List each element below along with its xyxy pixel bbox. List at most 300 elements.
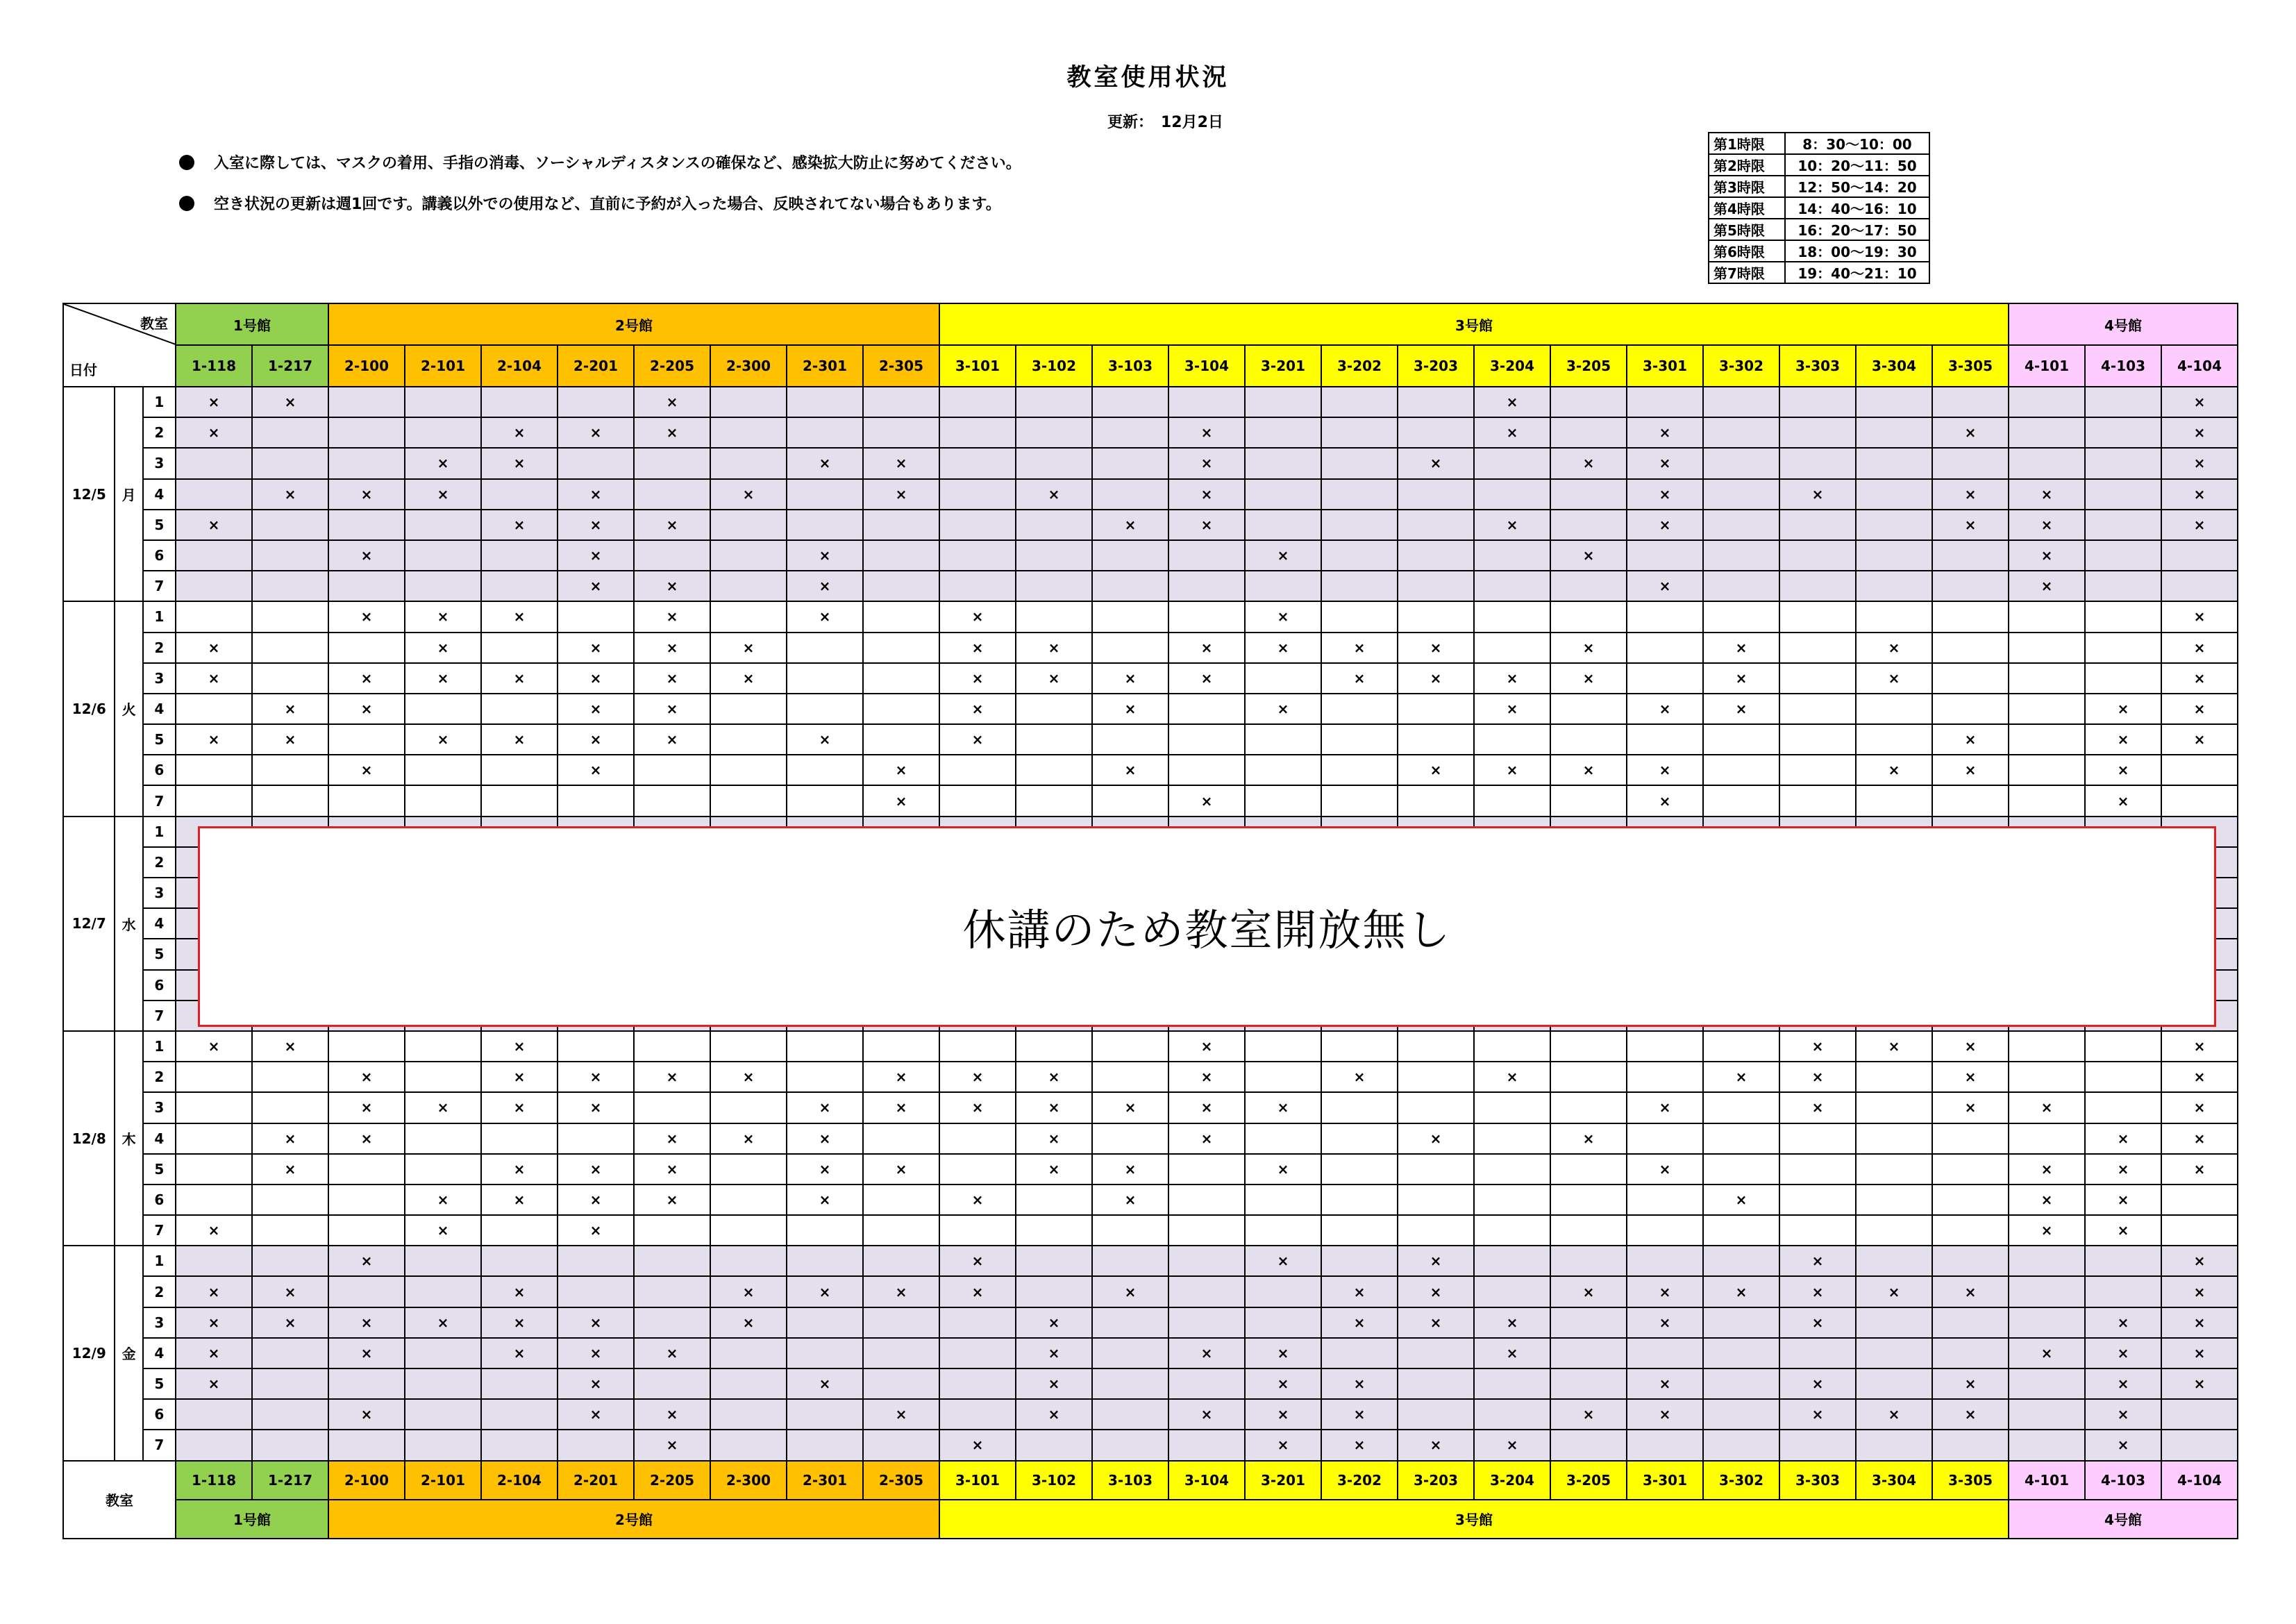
usage-cell <box>2009 1307 2085 1338</box>
occupied-mark: × <box>405 724 481 755</box>
header-room-row <box>63 345 2238 387</box>
period-cell: 1 <box>143 1246 176 1276</box>
usage-cell <box>405 510 481 540</box>
usage-cell <box>1092 633 1168 663</box>
usage-cell <box>481 479 558 510</box>
usage-cell <box>1550 1307 1627 1338</box>
usage-cell <box>710 571 787 601</box>
occupied-mark: × <box>176 417 252 448</box>
usage-cell <box>1321 510 1398 540</box>
occupied-mark: × <box>2009 540 2085 571</box>
usage-cell <box>1703 785 1779 816</box>
usage-cell <box>1779 1215 1856 1246</box>
usage-cell <box>1856 1307 1932 1338</box>
occupied-mark: × <box>1245 694 1321 724</box>
occupied-mark: × <box>2161 479 2238 510</box>
occupied-mark: × <box>2085 1430 2161 1460</box>
usage-cell <box>1932 1307 2009 1338</box>
table-row <box>63 1215 2238 1246</box>
occupied-mark: × <box>1627 694 1703 724</box>
room-footer: 3-203 <box>1398 1461 1474 1500</box>
usage-cell <box>1398 1154 1474 1184</box>
period-time: 14：40～16：10 <box>1785 197 1929 219</box>
usage-cell <box>710 417 787 448</box>
usage-cell <box>1321 785 1398 816</box>
usage-cell <box>863 387 939 417</box>
usage-cell <box>1321 1031 1398 1062</box>
room-footer: 2-205 <box>634 1461 710 1500</box>
room-header: 4-104 <box>2161 345 2238 387</box>
occupied-mark: × <box>1321 1430 1398 1460</box>
usage-cell <box>1550 417 1627 448</box>
usage-cell <box>1092 1307 1168 1338</box>
occupied-mark: × <box>481 1092 558 1123</box>
usage-cell <box>1627 1338 1703 1368</box>
occupied-mark: × <box>481 510 558 540</box>
occupied-mark: × <box>252 1031 328 1062</box>
occupied-mark: × <box>634 417 710 448</box>
usage-cell <box>328 1154 405 1184</box>
occupied-mark: × <box>328 663 405 694</box>
occupied-mark: × <box>2161 601 2238 632</box>
usage-cell <box>1856 510 1932 540</box>
usage-cell <box>1016 1276 1092 1307</box>
usage-cell <box>787 1246 863 1276</box>
weekday-cell: 水 <box>115 817 142 1031</box>
usage-cell <box>1932 785 2009 816</box>
period-time: 10：20～11：50 <box>1785 154 1929 176</box>
usage-cell <box>252 1430 328 1460</box>
usage-cell <box>1550 785 1627 816</box>
usage-cell <box>1474 724 1550 755</box>
occupied-mark: × <box>1016 1123 1092 1154</box>
room-footer: 2-101 <box>405 1461 481 1500</box>
usage-cell <box>1474 1123 1550 1154</box>
usage-cell <box>405 540 481 571</box>
usage-cell <box>1168 571 1245 601</box>
occupied-mark: × <box>1550 540 1627 571</box>
usage-cell <box>1856 785 1932 816</box>
usage-cell <box>252 1399 328 1430</box>
usage-cell <box>1474 1276 1550 1307</box>
occupied-mark: × <box>481 1338 558 1368</box>
usage-cell <box>1856 1092 1932 1123</box>
usage-cell <box>252 663 328 694</box>
usage-cell <box>939 1031 1016 1062</box>
occupied-mark: × <box>2161 663 2238 694</box>
room-header: 3-101 <box>939 345 1016 387</box>
usage-cell <box>710 1154 787 1184</box>
occupied-mark: × <box>328 1399 405 1430</box>
usage-cell <box>1398 724 1474 755</box>
note-item <box>179 192 1021 233</box>
usage-cell <box>2161 1215 2238 1246</box>
usage-cell <box>1703 1430 1779 1460</box>
occupied-mark: × <box>1550 1123 1627 1154</box>
occupied-mark: × <box>2009 1092 2085 1123</box>
building-footer: 1号館 <box>176 1500 328 1539</box>
usage-cell <box>1168 601 1245 632</box>
usage-cell <box>2085 1246 2161 1276</box>
occupied-mark: × <box>1932 479 2009 510</box>
occupied-mark: × <box>1168 633 1245 663</box>
occupied-mark: × <box>787 1123 863 1154</box>
usage-cell <box>1474 1184 1550 1215</box>
usage-cell <box>1703 1154 1779 1184</box>
usage-cell <box>939 755 1016 785</box>
usage-cell <box>1474 448 1550 478</box>
usage-cell <box>328 1430 405 1460</box>
usage-cell <box>1092 1338 1168 1368</box>
bullet-icon <box>179 155 194 170</box>
occupied-mark: × <box>1168 1338 1245 1368</box>
usage-cell <box>328 1031 405 1062</box>
usage-cell <box>1474 1246 1550 1276</box>
usage-cell <box>1398 785 1474 816</box>
usage-cell <box>1321 1184 1398 1215</box>
usage-cell <box>939 540 1016 571</box>
usage-cell <box>2085 1062 2161 1092</box>
occupied-mark: × <box>2161 1307 2238 1338</box>
usage-cell <box>2085 387 2161 417</box>
weekday-cell: 木 <box>115 1031 142 1246</box>
occupied-mark: × <box>328 540 405 571</box>
occupied-mark: × <box>863 1062 939 1092</box>
occupied-mark: × <box>1474 1338 1550 1368</box>
table-row <box>63 1307 2238 1338</box>
period-time: 16：20～17：50 <box>1785 219 1929 240</box>
usage-cell <box>558 1246 634 1276</box>
room-footer: 1-118 <box>176 1461 252 1500</box>
period-schedule <box>1708 132 1930 284</box>
table-row <box>63 1276 2238 1307</box>
period-cell: 7 <box>143 1215 176 1246</box>
usage-cell <box>1474 540 1550 571</box>
occupied-mark: × <box>328 1123 405 1154</box>
occupied-mark: × <box>787 601 863 632</box>
occupied-mark: × <box>558 1399 634 1430</box>
usage-cell <box>1168 1246 1245 1276</box>
occupied-mark: × <box>2085 1123 2161 1154</box>
usage-cell <box>1245 663 1321 694</box>
occupied-mark: × <box>634 1430 710 1460</box>
table-row <box>63 1246 2238 1276</box>
page-title: 教室使用状況 <box>1066 64 1230 92</box>
occupied-mark: × <box>481 1154 558 1184</box>
period-cell: 6 <box>143 540 176 571</box>
usage-cell <box>1627 633 1703 663</box>
occupied-mark: × <box>1168 417 1245 448</box>
occupied-mark: × <box>1627 571 1703 601</box>
usage-cell <box>1474 785 1550 816</box>
period-row <box>1709 176 1929 197</box>
occupied-mark: × <box>2009 479 2085 510</box>
occupied-mark: × <box>1703 633 1779 663</box>
usage-cell <box>1321 1338 1398 1368</box>
occupied-mark: × <box>176 1215 252 1246</box>
table-row <box>63 1092 2238 1123</box>
occupied-mark: × <box>1627 785 1703 816</box>
room-header: 3-301 <box>1627 345 1703 387</box>
usage-cell <box>1016 540 1092 571</box>
occupied-mark: × <box>1398 448 1474 478</box>
room-header: 1-217 <box>252 345 328 387</box>
occupied-mark: × <box>1168 663 1245 694</box>
usage-cell <box>328 724 405 755</box>
usage-cell <box>1932 1430 2009 1460</box>
occupied-mark: × <box>1092 1154 1168 1184</box>
usage-cell <box>1550 1184 1627 1215</box>
occupied-mark: × <box>2085 1399 2161 1430</box>
occupied-mark: × <box>710 1276 787 1307</box>
usage-cell <box>328 1215 405 1246</box>
table-row <box>63 1031 2238 1062</box>
usage-cell <box>1398 1184 1474 1215</box>
usage-cell <box>1550 724 1627 755</box>
occupied-mark: × <box>1474 694 1550 724</box>
usage-cell <box>328 633 405 663</box>
usage-cell <box>1321 1123 1398 1154</box>
room-header: 3-202 <box>1321 345 1398 387</box>
usage-cell <box>1856 479 1932 510</box>
usage-cell <box>1474 1215 1550 1246</box>
occupied-mark: × <box>710 663 787 694</box>
room-header: 2-305 <box>863 345 939 387</box>
occupied-mark: × <box>2085 755 2161 785</box>
period-cell: 3 <box>143 1092 176 1123</box>
usage-cell <box>1398 510 1474 540</box>
usage-cell <box>787 387 863 417</box>
usage-cell <box>787 510 863 540</box>
usage-cell <box>1779 1154 1856 1184</box>
usage-cell <box>252 1368 328 1399</box>
occupied-mark: × <box>1168 479 1245 510</box>
room-footer: 3-202 <box>1321 1461 1398 1500</box>
usage-cell <box>558 387 634 417</box>
occupied-mark: × <box>1627 1399 1703 1430</box>
room-footer: 2-201 <box>558 1461 634 1500</box>
usage-cell <box>1627 540 1703 571</box>
usage-cell <box>1245 479 1321 510</box>
footer-classroom-label: 教室 <box>63 1461 176 1539</box>
usage-cell <box>2009 1276 2085 1307</box>
usage-cell <box>1168 694 1245 724</box>
building-header: 1号館 <box>176 303 328 345</box>
occupied-mark: × <box>405 663 481 694</box>
table-row <box>63 724 2238 755</box>
occupied-mark: × <box>1092 1092 1168 1123</box>
occupied-mark: × <box>1245 1399 1321 1430</box>
usage-cell <box>176 1246 252 1276</box>
usage-cell <box>405 387 481 417</box>
usage-cell <box>1398 387 1474 417</box>
occupied-mark: × <box>1550 448 1627 478</box>
occupied-mark: × <box>1932 417 2009 448</box>
period-row <box>1709 219 1929 240</box>
room-footer: 3-205 <box>1550 1461 1627 1500</box>
usage-cell <box>1932 694 2009 724</box>
occupied-mark: × <box>863 785 939 816</box>
usage-cell <box>1245 1031 1321 1062</box>
period-cell: 2 <box>143 847 176 878</box>
usage-cell <box>1856 1338 1932 1368</box>
usage-cell <box>328 1368 405 1399</box>
usage-cell <box>1932 1246 2009 1276</box>
occupied-mark: × <box>1168 1123 1245 1154</box>
usage-cell <box>1703 755 1779 785</box>
usage-cell <box>1932 1184 2009 1215</box>
usage-cell <box>1321 479 1398 510</box>
usage-cell <box>863 1430 939 1460</box>
occupied-mark: × <box>1168 1031 1245 1062</box>
occupied-mark: × <box>252 1154 328 1184</box>
occupied-mark: × <box>1627 755 1703 785</box>
usage-cell <box>1398 694 1474 724</box>
usage-cell <box>1703 479 1779 510</box>
table-row <box>63 1154 2238 1184</box>
usage-cell <box>1627 1062 1703 1092</box>
table-row <box>63 387 2238 417</box>
occupied-mark: × <box>405 1184 481 1215</box>
occupied-mark: × <box>710 479 787 510</box>
usage-cell <box>1016 694 1092 724</box>
usage-cell <box>1398 540 1474 571</box>
room-header: 2-101 <box>405 345 481 387</box>
usage-cell <box>1932 1154 2009 1184</box>
occupied-mark: × <box>1550 755 1627 785</box>
occupied-mark: × <box>2009 1215 2085 1246</box>
usage-cell <box>787 663 863 694</box>
occupied-mark: × <box>1856 1276 1932 1307</box>
table-row <box>63 601 2238 632</box>
usage-cell <box>328 1276 405 1307</box>
usage-cell <box>1168 724 1245 755</box>
usage-cell <box>710 540 787 571</box>
occupied-mark: × <box>787 1154 863 1184</box>
usage-cell <box>1856 601 1932 632</box>
occupied-mark: × <box>1245 1092 1321 1123</box>
occupied-mark: × <box>328 694 405 724</box>
period-time: 19：40～21：10 <box>1785 262 1929 283</box>
usage-cell <box>1245 387 1321 417</box>
occupied-mark: × <box>252 724 328 755</box>
usage-cell <box>1779 1430 1856 1460</box>
date-cell: 12/5 <box>63 387 115 601</box>
occupied-mark: × <box>787 1184 863 1215</box>
room-footer: 3-303 <box>1779 1461 1856 1500</box>
occupied-mark: × <box>1627 1276 1703 1307</box>
room-footer: 4-103 <box>2085 1461 2161 1500</box>
occupied-mark: × <box>1168 448 1245 478</box>
occupied-mark: × <box>939 724 1016 755</box>
occupied-mark: × <box>2161 1031 2238 1062</box>
usage-cell <box>2161 785 2238 816</box>
usage-cell <box>710 448 787 478</box>
usage-cell <box>481 1215 558 1246</box>
occupied-mark: × <box>1398 1307 1474 1338</box>
usage-cell <box>787 1031 863 1062</box>
occupied-mark: × <box>328 1338 405 1368</box>
room-header: 2-205 <box>634 345 710 387</box>
room-footer: 4-104 <box>2161 1461 2238 1500</box>
occupied-mark: × <box>1092 694 1168 724</box>
usage-cell <box>1092 1246 1168 1276</box>
usage-cell <box>1168 1184 1245 1215</box>
occupied-mark: × <box>558 1062 634 1092</box>
building-footer: 4号館 <box>2009 1500 2238 1539</box>
occupied-mark: × <box>481 724 558 755</box>
occupied-mark: × <box>939 663 1016 694</box>
room-header: 3-302 <box>1703 345 1779 387</box>
occupied-mark: × <box>1245 601 1321 632</box>
occupied-mark: × <box>558 1092 634 1123</box>
room-footer: 3-102 <box>1016 1461 1092 1500</box>
usage-cell <box>405 694 481 724</box>
occupied-mark: × <box>252 479 328 510</box>
occupied-mark: × <box>1627 479 1703 510</box>
table-row <box>63 1430 2238 1460</box>
occupied-mark: × <box>1168 1399 1245 1430</box>
room-footer: 3-201 <box>1245 1461 1321 1500</box>
usage-cell <box>863 540 939 571</box>
usage-cell <box>2009 1368 2085 1399</box>
usage-cell <box>1016 785 1092 816</box>
usage-cell <box>1779 1184 1856 1215</box>
occupied-mark: × <box>1398 663 1474 694</box>
corner-header <box>63 303 176 387</box>
date-cell: 12/8 <box>63 1031 115 1246</box>
usage-cell <box>2009 1031 2085 1062</box>
occupied-mark: × <box>1856 633 1932 663</box>
usage-cell <box>1932 633 2009 663</box>
usage-cell <box>2161 571 2238 601</box>
occupied-mark: × <box>634 1399 710 1430</box>
table-row <box>63 448 2238 478</box>
usage-cell <box>710 1430 787 1460</box>
period-cell: 2 <box>143 417 176 448</box>
usage-cell <box>328 448 405 478</box>
period-cell: 4 <box>143 694 176 724</box>
usage-cell <box>634 1307 710 1338</box>
usage-cell <box>176 785 252 816</box>
occupied-mark: × <box>328 601 405 632</box>
usage-cell <box>939 510 1016 540</box>
usage-cell <box>328 387 405 417</box>
usage-cell <box>1245 1307 1321 1338</box>
usage-cell <box>1932 1338 2009 1368</box>
usage-cell <box>787 479 863 510</box>
occupied-mark: × <box>1779 1368 1856 1399</box>
room-footer: 3-305 <box>1932 1461 2009 1500</box>
usage-cell <box>1168 1154 1245 1184</box>
usage-cell <box>1550 1215 1627 1246</box>
usage-cell <box>863 1184 939 1215</box>
usage-cell <box>1168 540 1245 571</box>
usage-cell <box>1168 755 1245 785</box>
usage-cell <box>1627 1031 1703 1062</box>
period-name: 第3時限 <box>1709 176 1785 197</box>
usage-cell <box>481 1430 558 1460</box>
usage-cell <box>1245 1215 1321 1246</box>
usage-cell <box>2009 387 2085 417</box>
period-cell: 4 <box>143 1123 176 1154</box>
usage-cell <box>863 417 939 448</box>
usage-cell <box>863 601 939 632</box>
table-row <box>63 755 2238 785</box>
usage-cell <box>1550 1031 1627 1062</box>
header-building-row <box>63 303 2238 345</box>
occupied-mark: × <box>1245 1246 1321 1276</box>
